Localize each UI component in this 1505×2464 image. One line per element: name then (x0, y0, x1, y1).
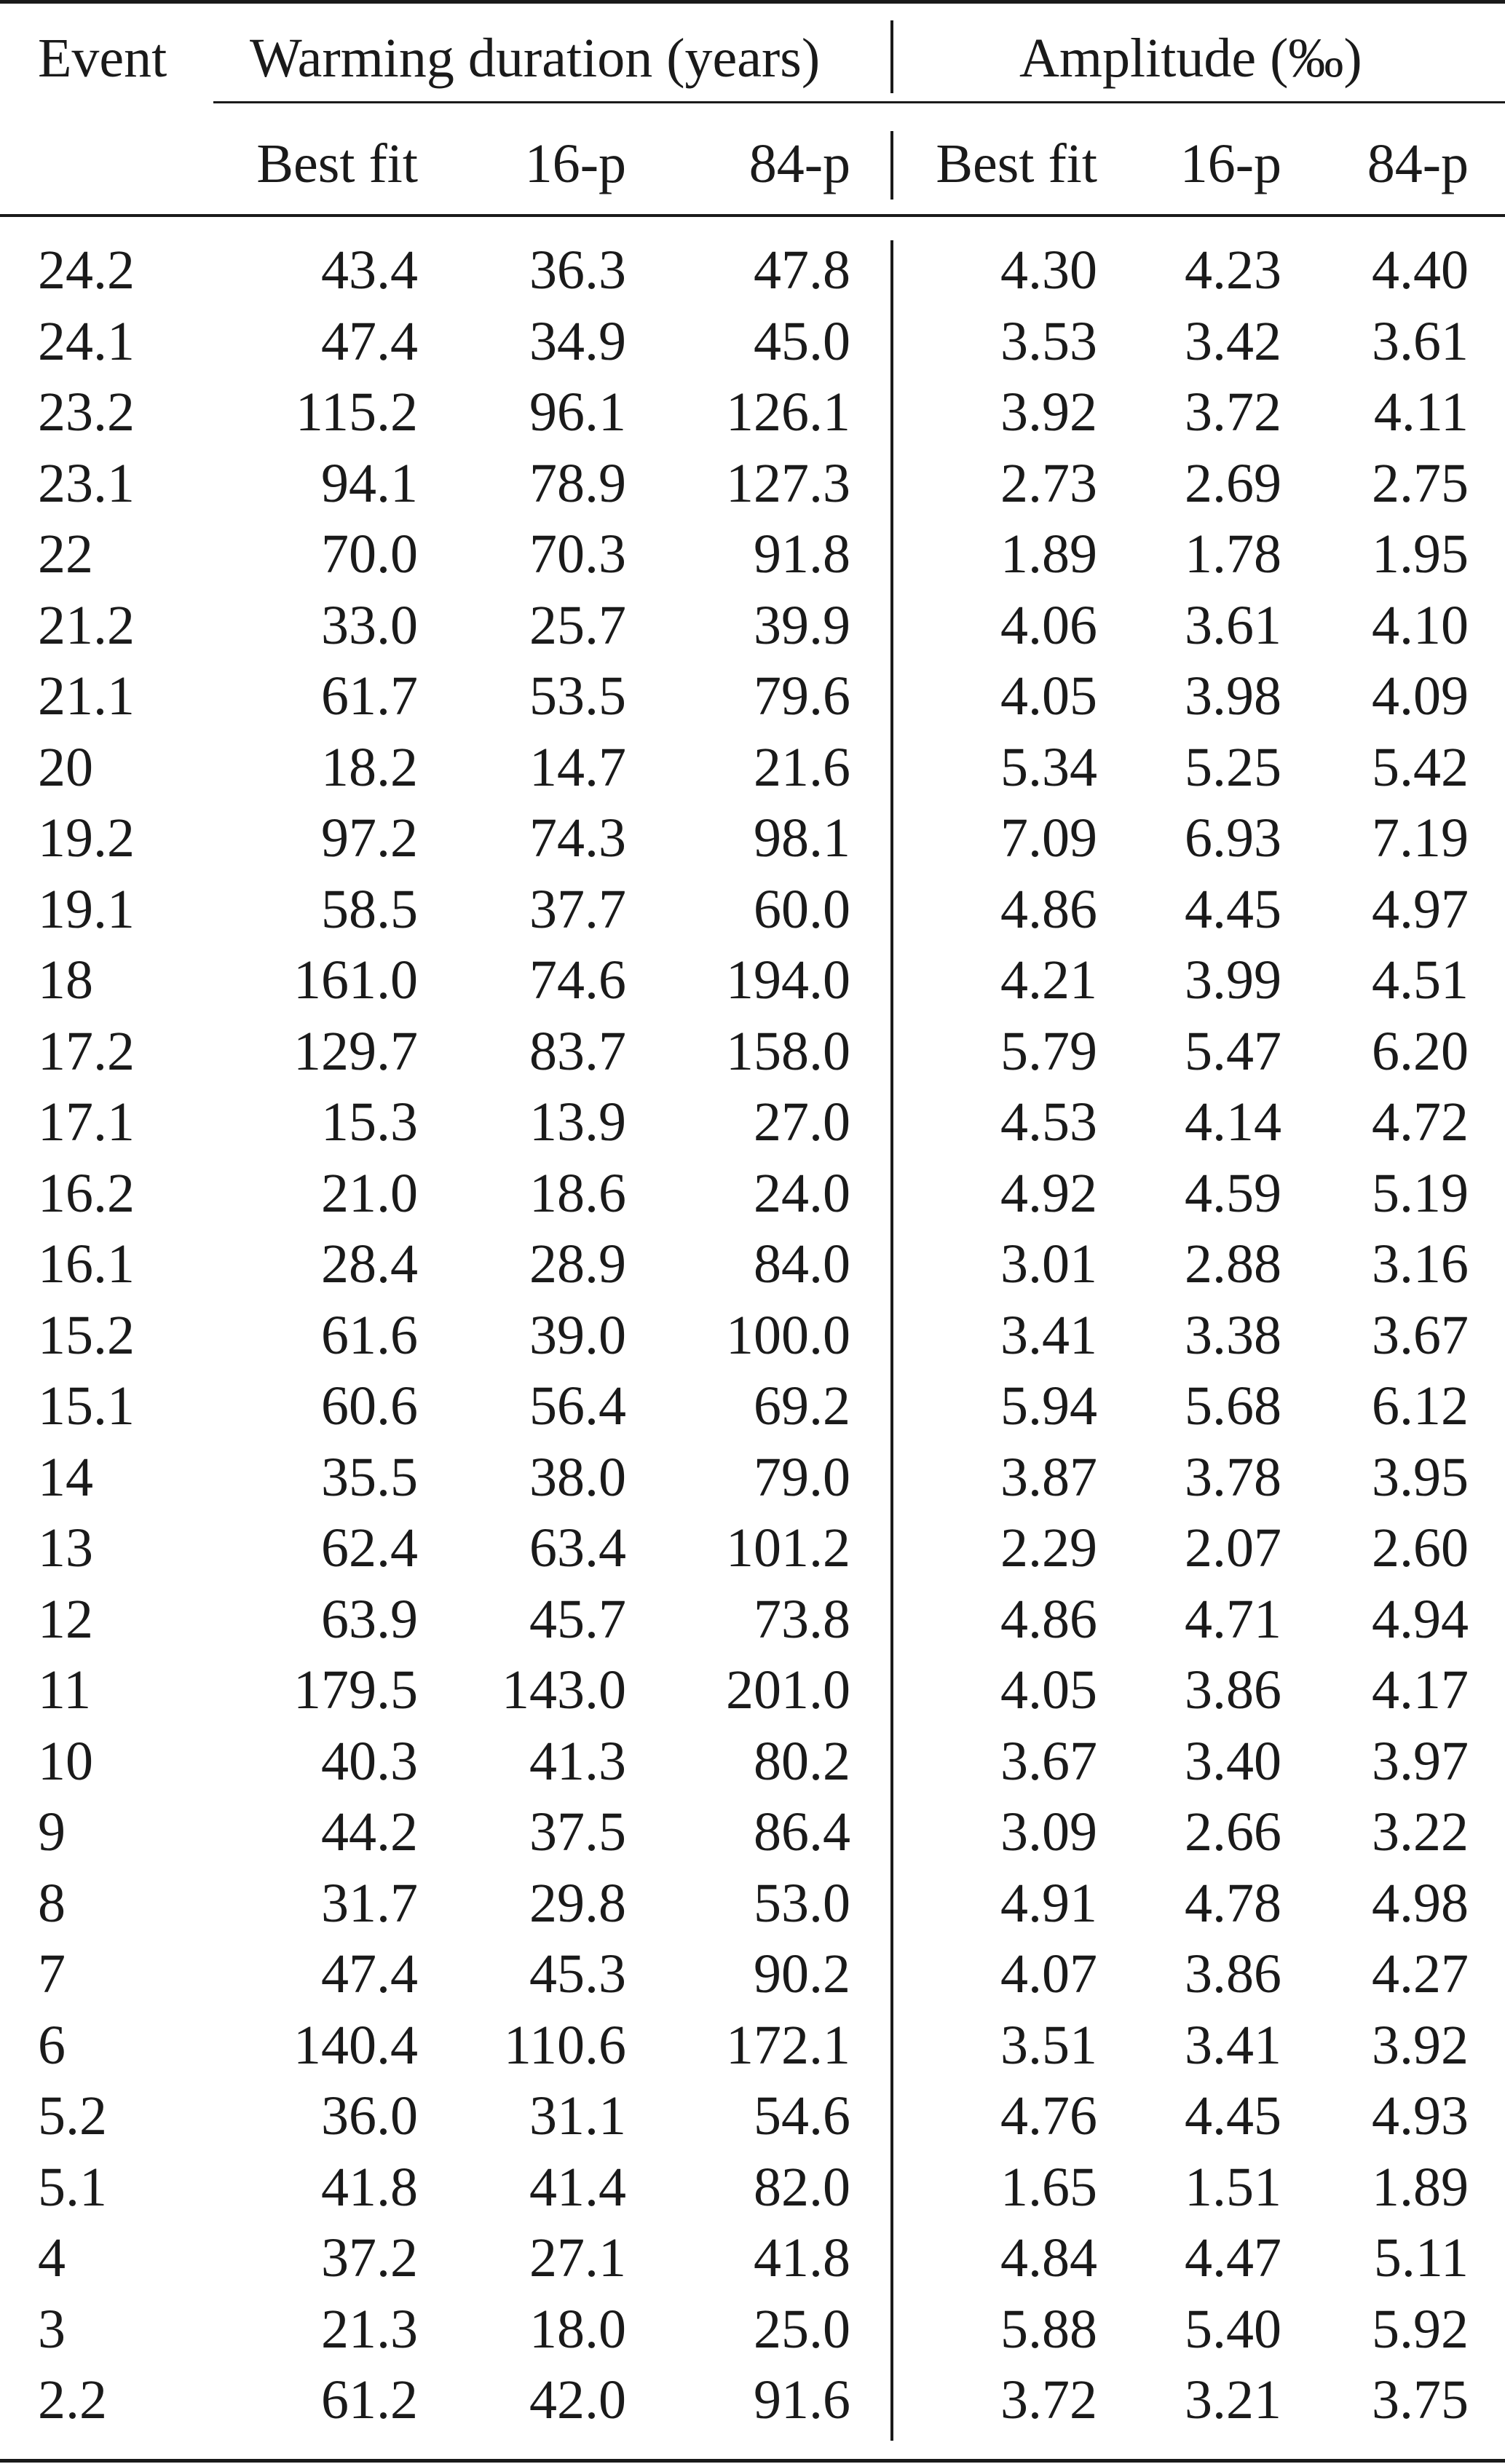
cell-warming-84p: 73.8 (754, 1589, 850, 1650)
cell-warming-best-fit: 47.4 (321, 311, 418, 372)
cell-warming-84p: 60.0 (754, 879, 850, 940)
cell-amplitude-16p: 3.78 (1185, 1447, 1281, 1508)
cell-event: 3 (38, 2299, 66, 2360)
cell-warming-best-fit: 15.3 (321, 1091, 418, 1153)
cell-warming-84p: 127.3 (726, 453, 850, 514)
cell-event: 5.1 (38, 2157, 107, 2218)
cell-amplitude-16p: 4.71 (1185, 1589, 1281, 1650)
cell-warming-best-fit: 28.4 (321, 1233, 418, 1295)
cell-event: 4 (38, 2227, 66, 2289)
cell-warming-84p: 100.0 (726, 1305, 850, 1366)
cell-amplitude-16p: 4.78 (1185, 1873, 1281, 1934)
cell-amplitude-84p: 3.16 (1372, 1233, 1469, 1295)
cell-amplitude-best-fit: 4.84 (1000, 2227, 1097, 2289)
cell-warming-16p: 27.1 (529, 2227, 626, 2289)
cell-event: 24.1 (38, 311, 135, 372)
cell-amplitude-best-fit: 1.89 (1000, 524, 1097, 585)
cell-warming-best-fit: 21.3 (321, 2299, 418, 2360)
cell-amplitude-16p: 4.59 (1185, 1163, 1281, 1224)
cell-event: 9 (38, 1801, 66, 1863)
cell-amplitude-84p: 5.92 (1372, 2299, 1469, 2360)
cell-event: 10 (38, 1731, 93, 1792)
cell-amplitude-84p: 3.22 (1372, 1801, 1469, 1863)
cell-amplitude-16p: 3.98 (1185, 666, 1281, 727)
cell-warming-84p: 79.6 (754, 666, 850, 727)
cell-warming-16p: 14.7 (529, 737, 626, 798)
cell-event: 14 (38, 1447, 93, 1508)
cell-event: 21.2 (38, 595, 135, 656)
cell-event: 19.2 (38, 807, 135, 869)
cell-amplitude-84p: 1.89 (1372, 2157, 1469, 2218)
header-16p-amplitude: 16-p (1180, 133, 1281, 194)
cell-amplitude-16p: 4.23 (1185, 240, 1281, 301)
cell-warming-16p: 34.9 (529, 311, 626, 372)
cell-warming-best-fit: 33.0 (321, 595, 418, 656)
cell-warming-best-fit: 94.1 (321, 453, 418, 514)
cell-amplitude-best-fit: 3.87 (1000, 1447, 1097, 1508)
cell-amplitude-84p: 4.94 (1372, 1589, 1469, 1650)
cell-warming-16p: 41.3 (529, 1731, 626, 1792)
cell-amplitude-best-fit: 4.05 (1000, 1659, 1097, 1721)
cell-warming-16p: 25.7 (529, 595, 626, 656)
cell-warming-84p: 91.6 (754, 2369, 850, 2431)
cell-warming-best-fit: 140.4 (293, 2015, 418, 2076)
cell-amplitude-best-fit: 7.09 (1000, 807, 1097, 869)
header-warming-duration: Warming duration (years) (250, 28, 821, 89)
cell-warming-84p: 41.8 (754, 2227, 850, 2289)
cell-amplitude-16p: 2.66 (1185, 1801, 1281, 1863)
cell-warming-84p: 126.1 (726, 382, 850, 443)
cell-warming-84p: 53.0 (754, 1873, 850, 1934)
cell-event: 16.1 (38, 1233, 135, 1295)
cell-warming-84p: 47.8 (754, 240, 850, 301)
cell-amplitude-84p: 4.98 (1372, 1873, 1469, 1934)
cell-amplitude-16p: 5.25 (1185, 737, 1281, 798)
cell-event: 15.1 (38, 1375, 135, 1437)
cell-amplitude-16p: 5.68 (1185, 1375, 1281, 1437)
cell-amplitude-best-fit: 4.30 (1000, 240, 1097, 301)
cell-warming-84p: 172.1 (726, 2015, 850, 2076)
cell-event: 8 (38, 1873, 66, 1934)
cell-amplitude-84p: 4.27 (1372, 1943, 1469, 2005)
cell-amplitude-16p: 3.38 (1185, 1305, 1281, 1366)
cell-warming-16p: 42.0 (529, 2369, 626, 2431)
cell-amplitude-84p: 4.40 (1372, 240, 1469, 301)
cell-warming-84p: 201.0 (726, 1659, 850, 1721)
cell-amplitude-84p: 2.75 (1372, 453, 1469, 514)
cell-amplitude-best-fit: 5.94 (1000, 1375, 1097, 1437)
cell-event: 16.2 (38, 1163, 135, 1224)
header-event: Event (38, 28, 167, 89)
cell-warming-84p: 79.0 (754, 1447, 850, 1508)
cell-amplitude-84p: 3.75 (1372, 2369, 1469, 2431)
cell-amplitude-84p: 3.92 (1372, 2015, 1469, 2076)
cell-warming-84p: 86.4 (754, 1801, 850, 1863)
cell-event: 23.1 (38, 453, 135, 514)
cell-warming-best-fit: 60.6 (321, 1375, 418, 1437)
cell-warming-16p: 29.8 (529, 1873, 626, 1934)
cell-warming-16p: 74.3 (529, 807, 626, 869)
cell-event: 22 (38, 524, 93, 585)
cell-amplitude-best-fit: 4.53 (1000, 1091, 1097, 1153)
cell-amplitude-16p: 4.47 (1185, 2227, 1281, 2289)
cell-amplitude-16p: 5.40 (1185, 2299, 1281, 2360)
cell-event: 6 (38, 2015, 66, 2076)
cell-warming-16p: 31.1 (529, 2085, 626, 2147)
header-84p-amplitude: 84-p (1367, 133, 1469, 194)
cell-warming-84p: 158.0 (726, 1021, 850, 1082)
cell-amplitude-16p: 3.99 (1185, 949, 1281, 1011)
cell-amplitude-84p: 2.60 (1372, 1517, 1469, 1579)
cell-warming-16p: 96.1 (529, 382, 626, 443)
cell-event: 20 (38, 737, 93, 798)
cell-warming-best-fit: 35.5 (321, 1447, 418, 1508)
cell-warming-best-fit: 61.7 (321, 666, 418, 727)
cell-amplitude-84p: 3.97 (1372, 1731, 1469, 1792)
cell-warming-84p: 194.0 (726, 949, 850, 1011)
cell-warming-84p: 80.2 (754, 1731, 850, 1792)
cell-warming-84p: 101.2 (726, 1517, 850, 1579)
cell-amplitude-84p: 5.42 (1372, 737, 1469, 798)
cell-event: 24.2 (38, 240, 135, 301)
cell-amplitude-84p: 4.09 (1372, 666, 1469, 727)
cell-warming-16p: 53.5 (529, 666, 626, 727)
cell-warming-best-fit: 129.7 (293, 1021, 418, 1082)
cell-warming-best-fit: 115.2 (295, 382, 418, 443)
cell-event: 5.2 (38, 2085, 107, 2147)
cell-amplitude-84p: 6.20 (1372, 1021, 1469, 1082)
cell-amplitude-best-fit: 3.67 (1000, 1731, 1097, 1792)
cell-amplitude-16p: 3.42 (1185, 311, 1281, 372)
cell-amplitude-84p: 4.72 (1372, 1091, 1469, 1153)
cell-amplitude-best-fit: 5.34 (1000, 737, 1097, 798)
cell-amplitude-16p: 3.40 (1185, 1731, 1281, 1792)
cell-amplitude-best-fit: 3.41 (1000, 1305, 1097, 1366)
cell-warming-best-fit: 41.8 (321, 2157, 418, 2218)
cell-warming-16p: 39.0 (529, 1305, 626, 1366)
cell-amplitude-84p: 4.93 (1372, 2085, 1469, 2147)
cell-amplitude-16p: 2.69 (1185, 453, 1281, 514)
header-best-fit: Best fit (256, 133, 418, 194)
cell-event: 18 (38, 949, 93, 1011)
cell-amplitude-best-fit: 4.86 (1000, 879, 1097, 940)
cell-amplitude-16p: 3.41 (1185, 2015, 1281, 2076)
cell-amplitude-16p: 5.47 (1185, 1021, 1281, 1082)
cell-event: 23.2 (38, 382, 135, 443)
cell-warming-84p: 98.1 (754, 807, 850, 869)
cell-amplitude-84p: 4.11 (1373, 382, 1469, 443)
cell-amplitude-best-fit: 4.76 (1000, 2085, 1097, 2147)
cell-event: 19.1 (38, 879, 135, 940)
cell-amplitude-best-fit: 4.06 (1000, 595, 1097, 656)
cell-amplitude-16p: 2.88 (1185, 1233, 1281, 1295)
cell-event: 13 (38, 1517, 93, 1579)
cell-event: 17.1 (38, 1091, 135, 1153)
cell-amplitude-84p: 7.19 (1372, 807, 1469, 869)
cell-amplitude-16p: 4.45 (1185, 2085, 1281, 2147)
cell-amplitude-16p: 3.21 (1185, 2369, 1281, 2431)
cell-warming-16p: 56.4 (529, 1375, 626, 1437)
cell-amplitude-16p: 3.86 (1185, 1659, 1281, 1721)
cell-amplitude-84p: 3.67 (1372, 1305, 1469, 1366)
cell-event: 17.2 (38, 1021, 135, 1082)
cell-warming-best-fit: 40.3 (321, 1731, 418, 1792)
cell-warming-best-fit: 47.4 (321, 1943, 418, 2005)
cell-amplitude-16p: 3.86 (1185, 1943, 1281, 2005)
cell-warming-84p: 82.0 (754, 2157, 850, 2218)
cell-warming-16p: 74.6 (529, 949, 626, 1011)
cell-amplitude-best-fit: 2.29 (1000, 1517, 1097, 1579)
cell-event: 11 (38, 1659, 92, 1721)
cell-amplitude-84p: 3.95 (1372, 1447, 1469, 1508)
cell-amplitude-84p: 4.51 (1372, 949, 1469, 1011)
cell-amplitude-84p: 4.10 (1372, 595, 1469, 656)
cell-warming-16p: 28.9 (529, 1233, 626, 1295)
cell-event: 2.2 (38, 2369, 107, 2431)
cell-warming-best-fit: 44.2 (321, 1801, 418, 1863)
cell-amplitude-16p: 3.61 (1185, 595, 1281, 656)
cell-warming-84p: 91.8 (754, 524, 850, 585)
cell-amplitude-best-fit: 4.92 (1000, 1163, 1097, 1224)
cell-amplitude-84p: 1.95 (1372, 524, 1469, 585)
cell-warming-16p: 37.5 (529, 1801, 626, 1863)
cell-warming-best-fit: 161.0 (293, 949, 418, 1011)
header-best-fit-amplitude: Best fit (936, 133, 1097, 194)
cell-amplitude-best-fit: 4.07 (1000, 1943, 1097, 2005)
cell-amplitude-best-fit: 5.88 (1000, 2299, 1097, 2360)
cell-warming-best-fit: 97.2 (321, 807, 418, 869)
cell-amplitude-16p: 2.07 (1185, 1517, 1281, 1579)
cell-event: 15.2 (38, 1305, 135, 1366)
cell-amplitude-16p: 1.78 (1185, 524, 1281, 585)
cell-amplitude-best-fit: 3.92 (1000, 382, 1097, 443)
cell-amplitude-best-fit: 3.53 (1000, 311, 1097, 372)
cell-warming-best-fit: 21.0 (321, 1163, 418, 1224)
cell-warming-16p: 38.0 (529, 1447, 626, 1508)
cell-warming-best-fit: 61.2 (321, 2369, 418, 2431)
cell-warming-84p: 39.9 (754, 595, 850, 656)
cell-warming-16p: 143.0 (502, 1659, 626, 1721)
cell-warming-16p: 41.4 (529, 2157, 626, 2218)
cell-amplitude-16p: 1.51 (1185, 2157, 1281, 2218)
cell-warming-84p: 69.2 (754, 1375, 850, 1437)
cell-warming-best-fit: 63.9 (321, 1589, 418, 1650)
cell-warming-16p: 45.7 (529, 1589, 626, 1650)
cell-warming-best-fit: 31.7 (321, 1873, 418, 1934)
cell-amplitude-16p: 6.93 (1185, 807, 1281, 869)
cell-amplitude-best-fit: 3.09 (1000, 1801, 1097, 1863)
cell-event: 12 (38, 1589, 93, 1650)
cell-event: 21.1 (38, 666, 135, 727)
cell-amplitude-best-fit: 3.72 (1000, 2369, 1097, 2431)
header-84p: 84-p (748, 133, 850, 194)
cell-amplitude-best-fit: 4.86 (1000, 1589, 1097, 1650)
cell-warming-16p: 70.3 (529, 524, 626, 585)
cell-warming-84p: 21.6 (754, 737, 850, 798)
cell-warming-16p: 13.9 (529, 1091, 626, 1153)
cell-amplitude-best-fit: 4.21 (1000, 949, 1097, 1011)
cell-warming-16p: 36.3 (529, 240, 626, 301)
cell-warming-best-fit: 37.2 (321, 2227, 418, 2289)
cell-amplitude-16p: 4.14 (1185, 1091, 1281, 1153)
cell-warming-best-fit: 179.5 (293, 1659, 418, 1721)
cell-warming-16p: 110.6 (503, 2015, 626, 2076)
cell-amplitude-16p: 3.72 (1185, 382, 1281, 443)
cell-warming-best-fit: 43.4 (321, 240, 418, 301)
cell-warming-16p: 63.4 (529, 1517, 626, 1579)
cell-amplitude-16p: 4.45 (1185, 879, 1281, 940)
cell-warming-best-fit: 61.6 (321, 1305, 418, 1366)
cell-warming-16p: 45.3 (529, 1943, 626, 2005)
cell-warming-84p: 25.0 (754, 2299, 850, 2360)
cell-warming-84p: 84.0 (754, 1233, 850, 1295)
cell-warming-84p: 27.0 (754, 1091, 850, 1153)
cell-amplitude-84p: 5.11 (1373, 2227, 1469, 2289)
cell-warming-16p: 78.9 (529, 453, 626, 514)
cell-warming-84p: 24.0 (754, 1163, 850, 1224)
cell-amplitude-84p: 5.19 (1372, 1163, 1469, 1224)
cell-amplitude-best-fit: 2.73 (1000, 453, 1097, 514)
cell-warming-16p: 37.7 (529, 879, 626, 940)
cell-warming-best-fit: 36.0 (321, 2085, 418, 2147)
cell-warming-best-fit: 62.4 (321, 1517, 418, 1579)
cell-amplitude-84p: 6.12 (1372, 1375, 1469, 1437)
cell-event: 7 (38, 1943, 66, 2005)
cell-warming-84p: 54.6 (754, 2085, 850, 2147)
cell-amplitude-best-fit: 4.91 (1000, 1873, 1097, 1934)
cell-amplitude-84p: 4.17 (1372, 1659, 1469, 1721)
cell-amplitude-best-fit: 4.05 (1000, 666, 1097, 727)
cell-warming-best-fit: 18.2 (321, 737, 418, 798)
header-amplitude: Amplitude (‰) (1019, 28, 1362, 89)
cell-warming-16p: 83.7 (529, 1021, 626, 1082)
cell-amplitude-best-fit: 3.51 (1000, 2015, 1097, 2076)
cell-warming-84p: 90.2 (754, 1943, 850, 2005)
header-16p: 16-p (524, 133, 626, 194)
cell-warming-best-fit: 70.0 (321, 524, 418, 585)
cell-amplitude-84p: 4.97 (1372, 879, 1469, 940)
cell-warming-best-fit: 58.5 (321, 879, 418, 940)
cell-amplitude-best-fit: 5.79 (1000, 1021, 1097, 1082)
cell-amplitude-84p: 3.61 (1372, 311, 1469, 372)
cell-warming-84p: 45.0 (754, 311, 850, 372)
cell-warming-16p: 18.6 (529, 1163, 626, 1224)
cell-amplitude-best-fit: 3.01 (1000, 1233, 1097, 1295)
cell-warming-16p: 18.0 (529, 2299, 626, 2360)
cell-amplitude-best-fit: 1.65 (1000, 2157, 1097, 2218)
